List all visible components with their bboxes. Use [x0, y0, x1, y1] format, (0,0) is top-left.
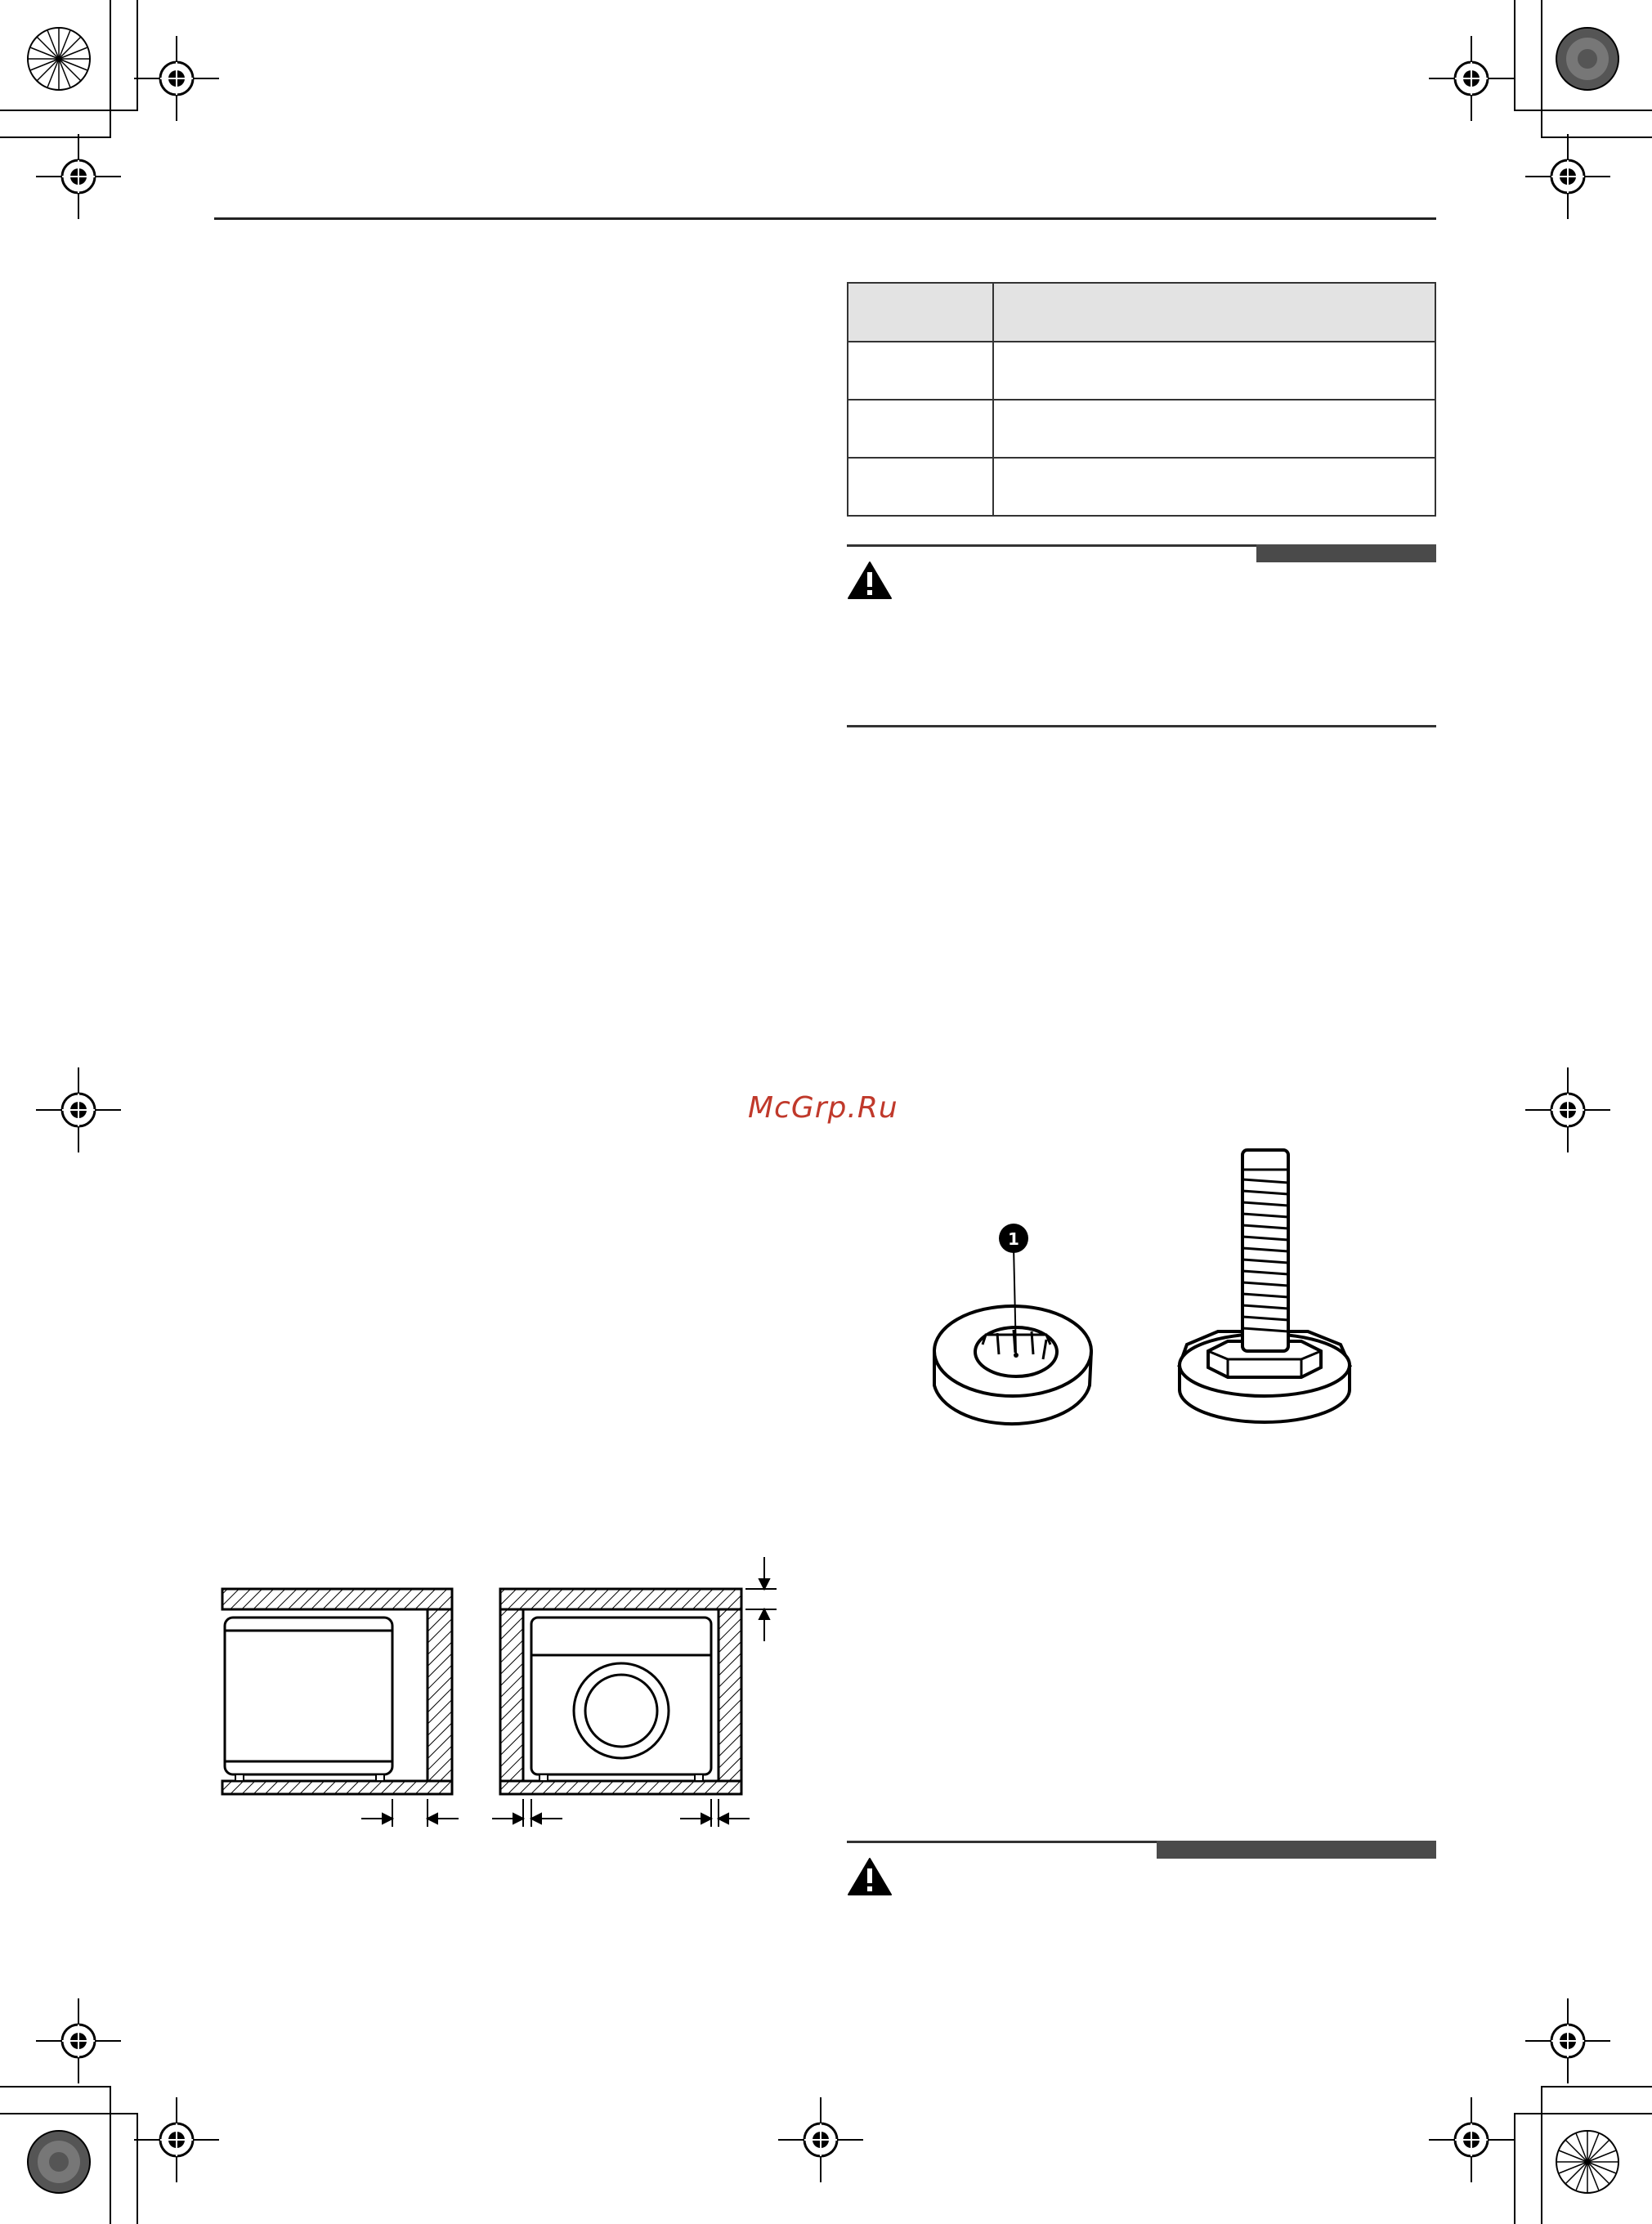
table-header-cell [993, 283, 1435, 342]
callout-number: 1 [1008, 1229, 1019, 1249]
warning-header-bar [1157, 1841, 1436, 1859]
warning-triangle-icon [847, 561, 893, 600]
table-cell [848, 458, 993, 516]
rubber-cap-drawing [934, 1306, 1091, 1424]
watermark-text: McGrp.Ru [748, 1091, 898, 1125]
registration-crosshair-icon [36, 1067, 121, 1152]
leveling-feet-illustration [924, 1140, 1414, 1451]
table-cell [993, 400, 1435, 458]
side-gap-dimension [361, 1799, 459, 1827]
table-cell [848, 342, 993, 400]
table-row [848, 400, 1435, 458]
table-row [848, 458, 1435, 516]
header-rule [214, 217, 1436, 220]
registration-crosshair-icon [36, 134, 121, 219]
registration-crosshair-icon [778, 2097, 863, 2182]
table-header-row [848, 283, 1435, 342]
warning-header-bar [1256, 544, 1436, 562]
registration-crosshair-icon [1525, 134, 1610, 219]
spec-table [847, 282, 1436, 517]
side-view-diagram [222, 1589, 452, 1794]
table-row [848, 342, 1435, 400]
starburst-target-icon [1556, 28, 1618, 90]
table-cell [993, 458, 1435, 516]
front-view-diagram [500, 1589, 741, 1794]
registration-crosshair-icon [1429, 2097, 1514, 2182]
warning-bottom-rule [847, 725, 1436, 727]
leveling-foot-drawing [1180, 1150, 1350, 1422]
starburst-target-icon [28, 28, 90, 90]
warning-triangle-icon [847, 1857, 893, 1896]
table-header-cell [848, 283, 993, 342]
table-cell [993, 342, 1435, 400]
starburst-target-icon [28, 2131, 90, 2193]
registration-crosshair-icon [134, 2097, 219, 2182]
registration-crosshair-icon [36, 1998, 121, 2083]
registration-crosshair-icon [1525, 1067, 1610, 1152]
registration-crosshair-icon [134, 36, 219, 121]
registration-crosshair-icon [1429, 36, 1514, 121]
callout-marker [999, 1224, 1028, 1253]
table-cell [848, 400, 993, 458]
installation-clearance-illustration [204, 1565, 777, 1859]
starburst-target-icon [1556, 2131, 1618, 2193]
registration-crosshair-icon [1525, 1998, 1610, 2083]
